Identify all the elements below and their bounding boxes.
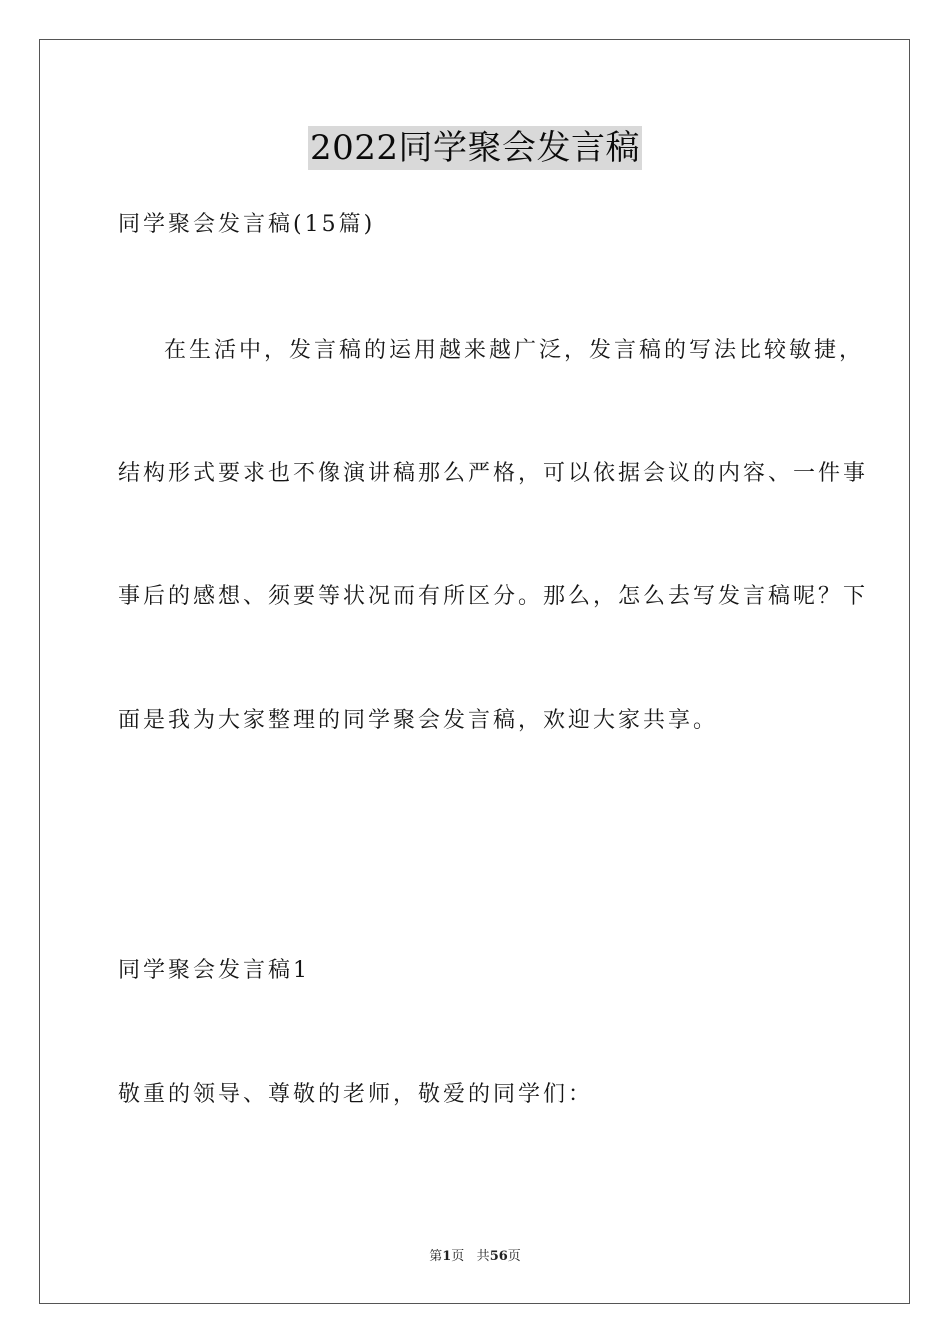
title-container [0, 126, 950, 170]
footer-page-number: 1 [442, 1249, 452, 1264]
document-subtitle: 同学聚会发言稿(15篇) [118, 212, 376, 237]
page-footer [0, 1248, 950, 1266]
intro-line-2: 结构形式要求也不像演讲稿那么严格，可以依据会议的内容、一件事 [118, 461, 869, 486]
intro-line-4: 面是我为大家整理的同学聚会发言稿，欢迎大家共享。 [118, 708, 719, 733]
footer-total-pages: 56 [489, 1249, 508, 1264]
footer-prefix: 第 [429, 1249, 443, 1264]
footer-total-suffix: 页 [507, 1249, 521, 1264]
intro-line-3: 事后的感想、须要等状况而有所区分。那么，怎么去写发言稿呢？下 [118, 584, 869, 609]
footer-page-suffix: 页 [451, 1249, 465, 1264]
footer-total-prefix: 共 [476, 1249, 490, 1264]
section-heading: 同学聚会发言稿1 [118, 958, 310, 983]
intro-line-1: 在生活中，发言稿的运用越来越广泛，发言稿的写法比较敏捷， [164, 338, 865, 363]
greeting-line: 敬重的领导、尊敬的老师，敬爱的同学们： [118, 1082, 594, 1107]
document-title: 2022同学聚会发言稿 [309, 128, 641, 168]
